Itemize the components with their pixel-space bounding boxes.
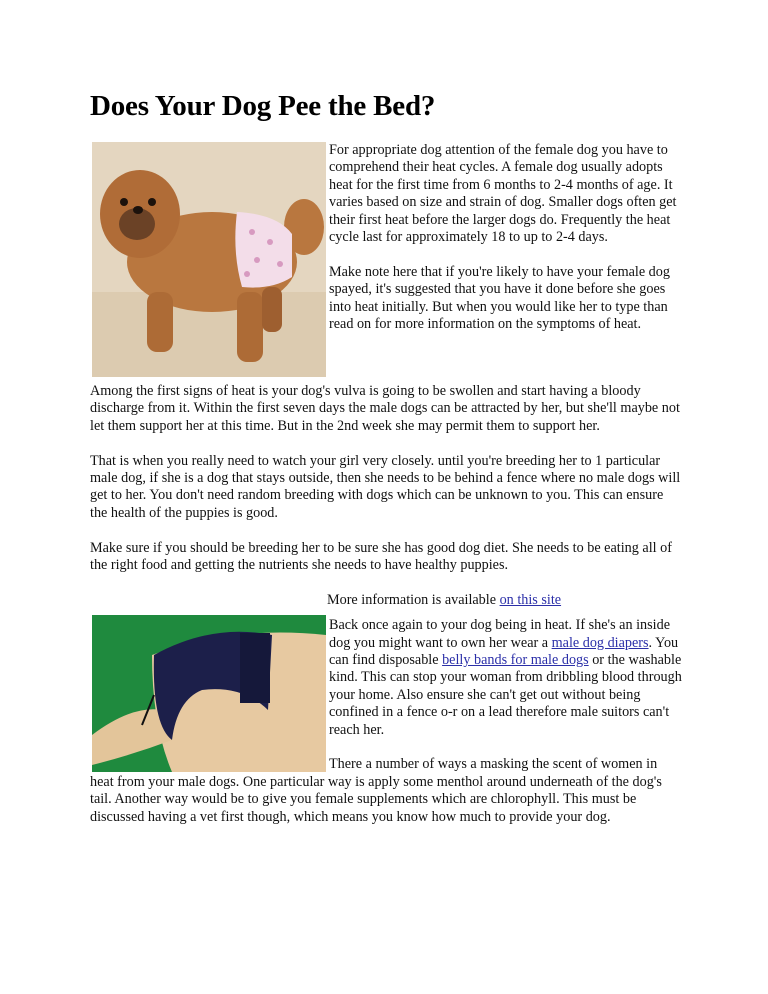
more-info-text: More information is available: [327, 591, 500, 608]
belly-bands-link[interactable]: belly bands for male dogs: [442, 652, 589, 669]
more-info-line: [90, 592, 682, 609]
dog-pink-diaper-image: [92, 142, 326, 377]
paragraph-diapers-text-3: or the washable kind. This can stop your woman from dribbling blood through your home. Also ensure she can't get out without being confined in a fence o-r on a lead therefore male suitors can't reach her.: [329, 652, 682, 738]
paragraph-heat-cycles: For appropriate dog attention of the female dog you have to comprehend their heat cycles. A female dog usually adopts heat for the first time from 6 months to 2-4 months of age. It varies based on size and strain of dog. Smaller dogs often get their first heat before the larger dogs do. Frequently the heat cycle last for approximately 18 to up to 2-4 days.: [329, 142, 677, 246]
paragraph-signs-of-heat: Among the first signs of heat is your dog's vulva is going to be swollen and start having a bloody discharge from it. Within the first seven days the male dogs can be attracted by her, but she'll maybe not let them support her at this time. But in the 2nd week she may permit them to support her.: [90, 383, 680, 434]
on-this-site-link[interactable]: on this site: [499, 591, 562, 608]
paragraph-masking-scent: There a number of ways a masking the scent of women in heat from your male dogs. One particular way is apply some menthol around underneath of the dog's tail. Another way would be to give you female supplements which are chlorophyll. This must be discussed having a vet first though, which means you know how much to provide your dog.: [90, 756, 662, 825]
dog-photo-icon: [92, 615, 326, 772]
paragraph-diapers-text-1: Back once again to your dog being in heat. If she's an inside dog you might want to own her wear a: [329, 617, 670, 651]
paragraph-diapers: [327, 617, 682, 739]
dog-photo-icon: [92, 142, 326, 377]
paragraph-diet: Make sure if you should be breeding her to be sure she has good dog diet. She needs to be eating all of the right food and getting the nutrients she needs to have healthy puppies.: [90, 539, 672, 574]
document-page: [90, 86, 682, 826]
dog-blue-diaper-image: [92, 615, 326, 772]
paragraph-spaying: Make note here that if you're likely to have your female dog spayed, it's suggested that you have it done before she goes into heat initially. But when you would like her to type than read on for more information on the symptoms of heat.: [329, 263, 670, 333]
paragraph-diapers-text-2: . You can find disposable: [329, 634, 679, 669]
male-dog-diapers-link[interactable]: male dog diapers: [551, 634, 649, 651]
paragraph-watch-closely: That is when you really need to watch your girl very closely. until you're breeding her to 1 particular male dog, if she is a dog that stays outside, then she needs to be behind a fence where no male dogs will get to her. You don't need random breeding with dogs which can be unknown to you. This can ensure the health of the puppies is good.: [90, 452, 681, 521]
page-title: Does Your Dog Pee the Bed?: [90, 90, 436, 122]
